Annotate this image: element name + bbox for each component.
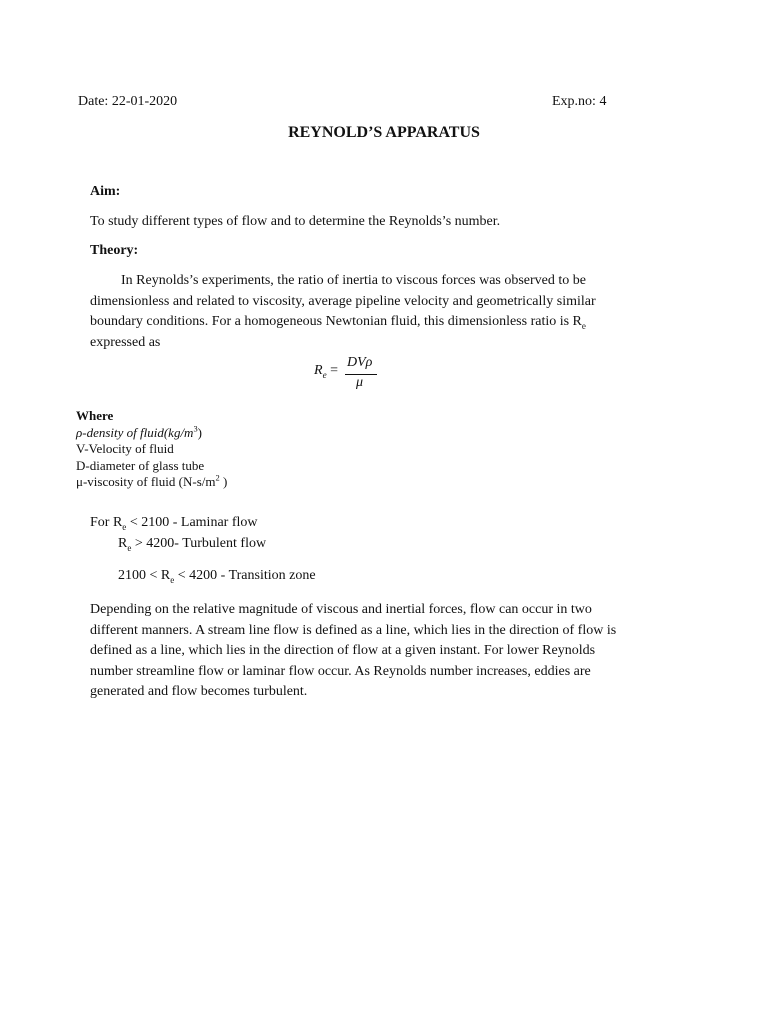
where-viscosity-exp: 2 xyxy=(215,472,220,483)
theory-line-3-sub: e xyxy=(581,320,586,331)
closing-paragraph xyxy=(90,600,675,703)
where-diameter: D-diameter of glass tube xyxy=(76,457,205,473)
where-block xyxy=(76,408,227,491)
formula-equals: = xyxy=(330,363,339,378)
laminar-text: < 2100 - Laminar flow xyxy=(126,515,258,530)
turbulent-text: > 4200- Turbulent flow xyxy=(131,536,267,551)
closing-line-4: number streamline flow or laminar flow occur. As Reynolds number increases, eddies are xyxy=(90,663,591,679)
theory-heading: Theory: xyxy=(90,243,139,258)
closing-line-3: defined as a line, which lies in the direction of flow at a given instant. For lower Reynolds xyxy=(90,643,596,658)
where-viscosity-close: ) xyxy=(219,474,228,489)
page-title: REYNOLD’S APPARATUS xyxy=(288,124,480,141)
where-heading: Where xyxy=(76,408,114,423)
turbulent-prefix: R xyxy=(118,536,128,551)
transition-range xyxy=(118,568,316,584)
where-density-exp: 3 xyxy=(193,423,198,434)
theory-line-3 xyxy=(90,312,675,333)
where-viscosity xyxy=(76,474,227,491)
formula-lhs-symbol: R xyxy=(314,363,323,378)
formula-lhs-sub: e xyxy=(322,369,327,380)
closing-line-2: different manners. A stream line flow is defined as a line, which lies in the direction of flow is xyxy=(90,622,617,638)
where-viscosity-text: μ-viscosity of fluid (N-s/m xyxy=(76,474,216,489)
laminar-range xyxy=(90,515,257,531)
turbulent-sub: e xyxy=(127,542,132,553)
where-density-text: ρ-density of fluid(kg/m xyxy=(76,424,194,440)
laminar-prefix: For R xyxy=(90,515,123,530)
formula-numerator: DVρ xyxy=(347,355,373,370)
laminar-sub: e xyxy=(122,521,127,532)
theory-line-4: expressed as xyxy=(90,334,161,350)
turbulent-range xyxy=(118,536,266,552)
closing-line-5: generated and flow becomes turbulent. xyxy=(90,684,308,699)
transition-text: < 4200 - Transition zone xyxy=(174,568,316,583)
where-density-close: ) xyxy=(197,424,203,440)
theory-line-2: dimensionless and related to viscosity, average pipeline velocity and geometrically similar xyxy=(90,293,596,309)
formula-lhs xyxy=(314,363,338,379)
aim-heading: Aim: xyxy=(90,184,121,199)
experiment-number: Exp.no: 4 xyxy=(552,94,607,109)
theory-paragraph xyxy=(90,271,675,353)
transition-sub: e xyxy=(170,574,175,585)
theory-line-3-text: boundary conditions. For a homogeneous Newtonian fluid, this dimensionless ratio is R xyxy=(90,314,582,329)
aim-text: To study different types of flow and to determine the Reynolds’s number. xyxy=(90,214,501,229)
closing-line-1: Depending on the relative magnitude of viscous and inertial forces, flow can occur in two xyxy=(90,602,592,617)
where-velocity: V-Velocity of fluid xyxy=(76,441,174,456)
where-density xyxy=(76,425,227,442)
formula-denominator: μ xyxy=(356,375,364,390)
theory-line-1: In Reynolds’s experiments, the ratio of inertia to viscous forces was observed to be xyxy=(121,273,586,288)
date-label: Date: 22-01-2020 xyxy=(78,94,178,109)
transition-prefix: 2100 < R xyxy=(118,568,171,583)
